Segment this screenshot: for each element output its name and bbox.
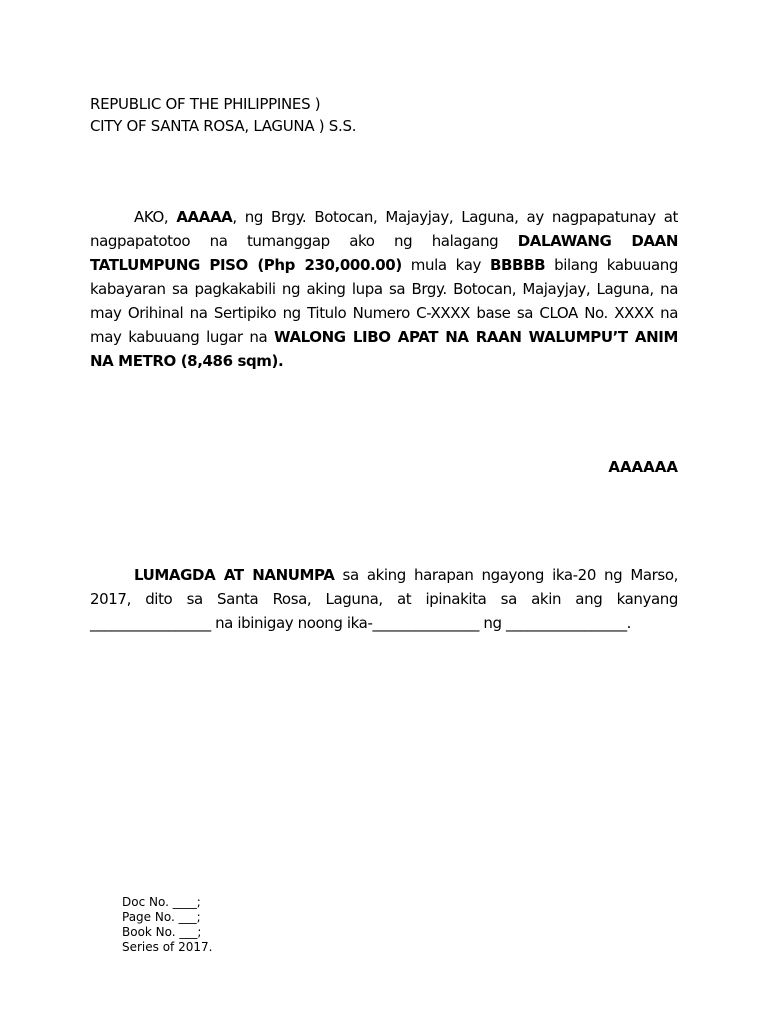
series-year: Series of 2017.: [122, 940, 213, 954]
page-number: Page No. ___;: [122, 910, 201, 924]
book-number: Book No. ___;: [122, 925, 202, 939]
place-issued-blank: _________________: [505, 614, 627, 632]
venue-line-republic: REPUBLIC OF THE PHILIPPINES ): [90, 95, 321, 113]
affidavit-text-1: AKO,: [134, 208, 177, 226]
venue-line-city: CITY OF SANTA ROSA, LAGUNA ) S.S.: [90, 117, 357, 135]
land-area: WALONG LIBO APAT NA RAAN WALUMPU’T ANIM NA METRO (8,486 sqm).: [90, 328, 678, 370]
payer-name: BBBBB: [489, 256, 546, 274]
jurat-text-3: ng: [479, 614, 506, 632]
signature-name: AAAAAA: [608, 458, 678, 476]
affidavit-text-3: mula kay: [401, 256, 490, 274]
jurat-text-1: sa aking harapan ngayong ika-20 ng Marso, 2017, dito sa Santa Rosa, Laguna, at ipinakita sa akin ang kanyang: [90, 566, 678, 608]
jurat-paragraph: [90, 563, 678, 635]
amount-received: DALAWANG DAAN TATLUMPUNG PISO (Php 230,000.00): [90, 232, 678, 274]
jurat-heading: LUMAGDA AT NANUMPA: [134, 566, 335, 584]
jurat-text-2: na ibinigay noong ika-: [210, 614, 373, 632]
affidavit-text-4: bilang kabuuang kabayaran sa pagkakabili ng aking lupa sa Brgy. Botocan, Majayjay, Laguna, na may Orihinal na Sertipiko ng Titulo Numero C-XXXX base sa CLOA No. XXXX na may kabuuang lugar na: [90, 256, 678, 346]
affidavit-text-2: , ng Brgy. Botocan, Majayjay, Laguna, ay nagpapatunay at nagpapatotoo na tumanggap ako ng halagang: [90, 208, 678, 250]
id-blank: _________________: [90, 614, 211, 632]
notarial-register: [122, 895, 212, 955]
doc-number: Doc No. ____;: [122, 895, 201, 909]
date-issued-blank: _______________: [372, 614, 479, 632]
affidavit-paragraph: [90, 205, 678, 373]
jurat-text-4: .: [626, 614, 632, 632]
affiant-name: AAAAA: [176, 208, 233, 226]
venue-block: [90, 93, 690, 137]
